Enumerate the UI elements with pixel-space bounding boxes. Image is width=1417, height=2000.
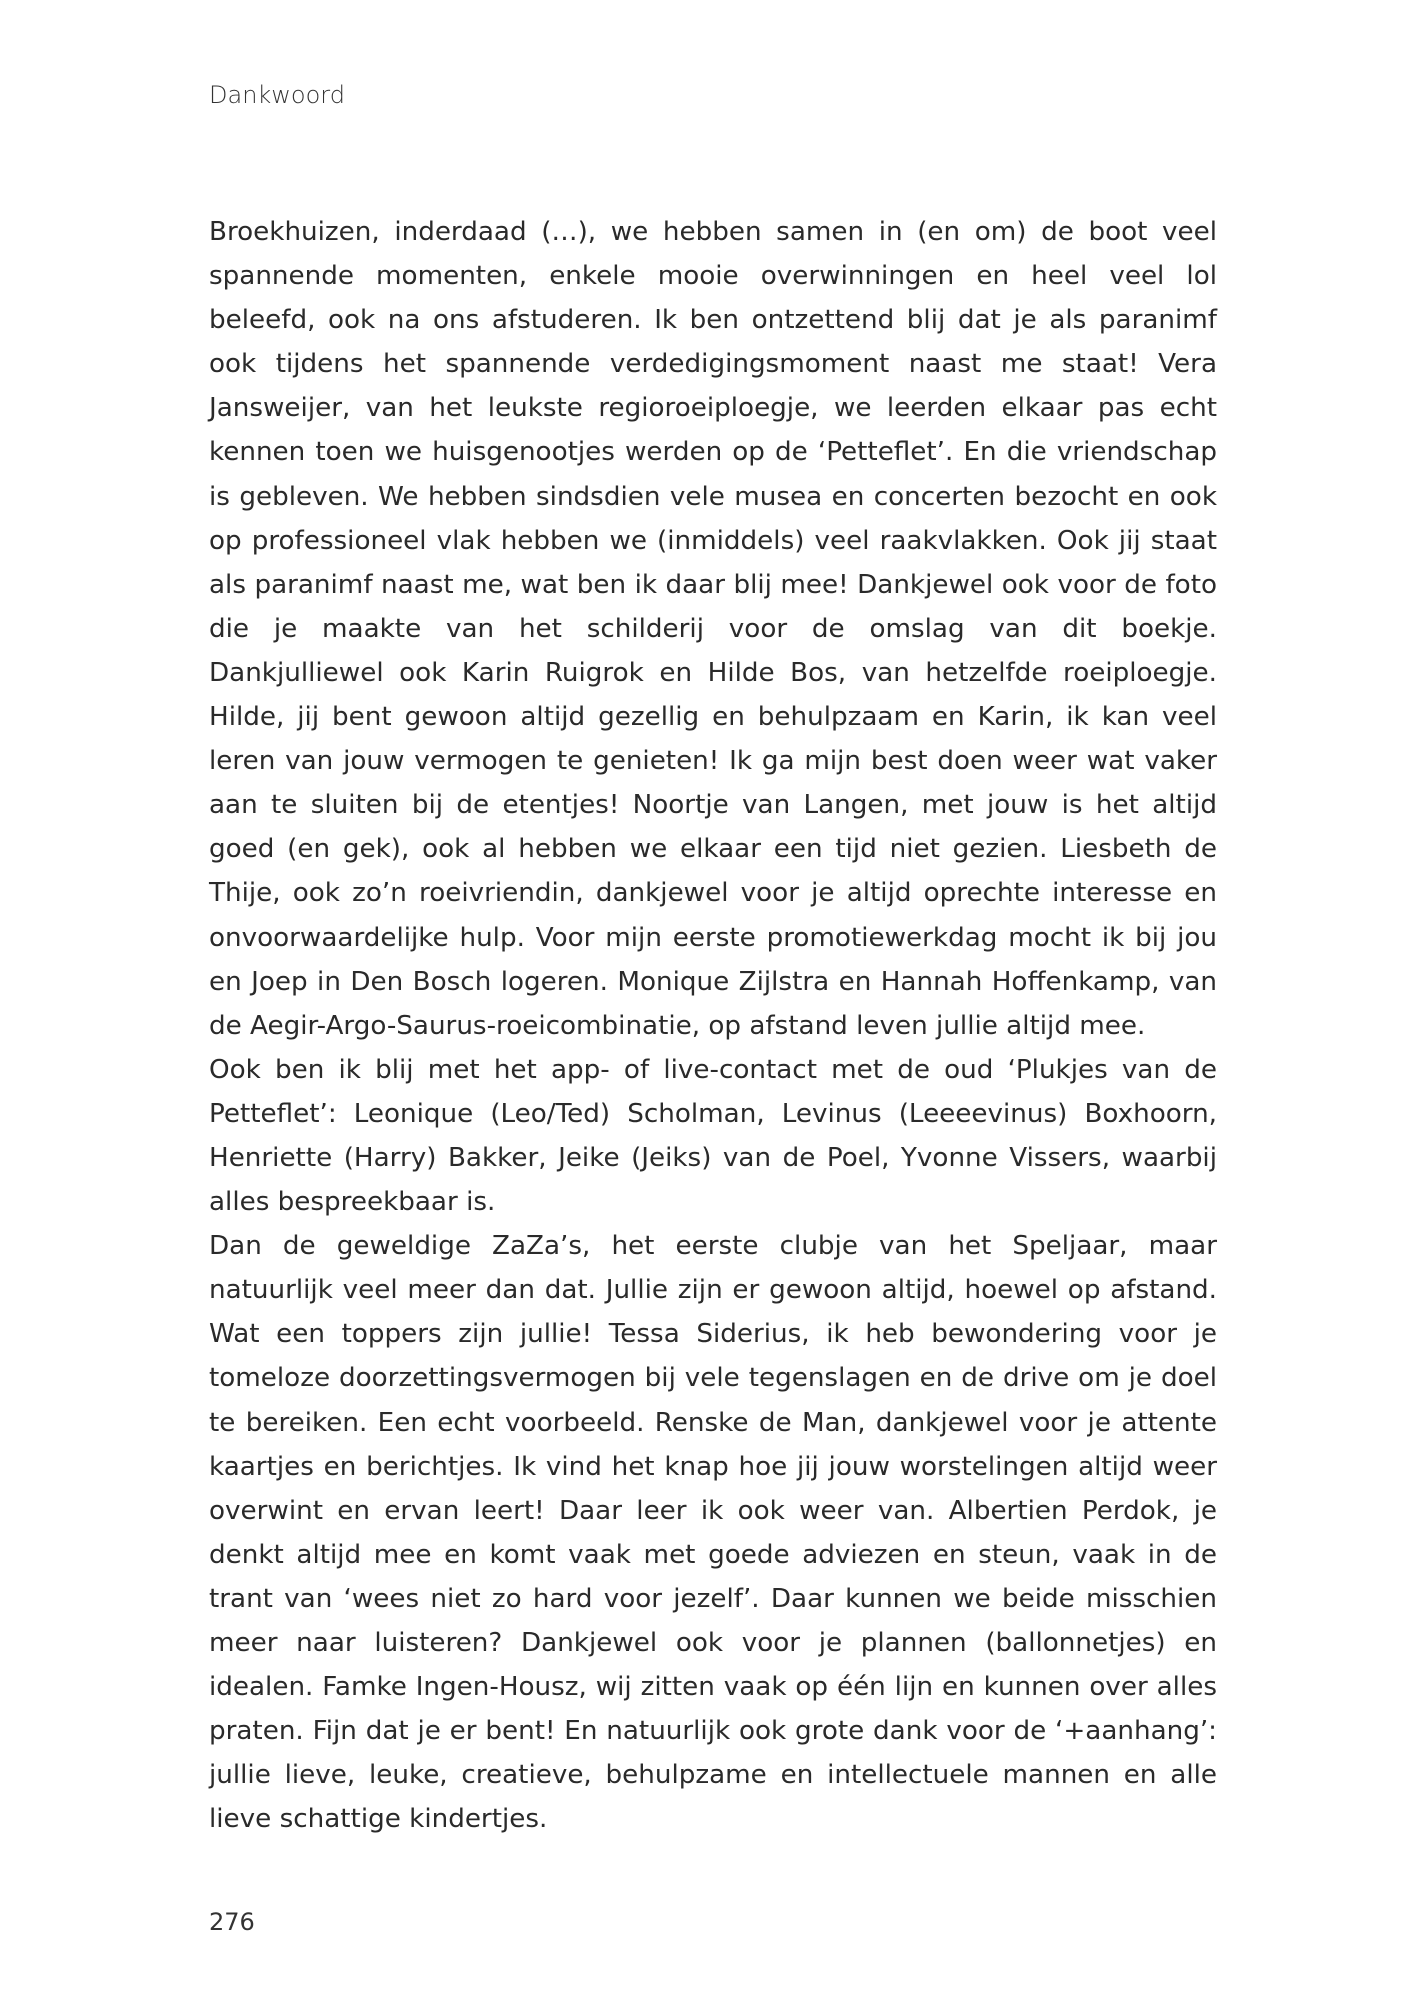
paragraph-2: Ook ben ik blij met het app- of live-contact met de oud ‘Plukjes van de Petteflet’: Leonique (Leo/Ted) Scholman, Levinus (Leeeevinus) Boxhoorn, Henriette (Harry) Bakker, Jeike (Jeiks) van de Poel, Yvonne Vissers, waarbij alles bespreekbaar is. <box>209 1054 1217 1218</box>
page-number: 276 <box>209 1908 255 1936</box>
paragraph-3: Dan de geweldige ZaZa’s, het eerste clubje van het Speljaar, maar natuurlijk veel meer dan dat. Jullie zijn er gewoon altijd, hoewel op afstand. Wat een toppers zijn jullie! Tessa Siderius, ik heb bewondering voor je tomeloze doorzettingsvermogen bij vele tegenslagen en de drive om je doel te bereiken. Een echt voorbeeld. Renske de Man, dankjewel voor je attente kaartjes en berichtjes. Ik vind het knap hoe jij jouw worstelingen altijd weer overwint en ervan leert! Daar leer ik ook weer van. Albertien Perdok, je denkt altijd mee en komt vaak met goede adviezen en steun, vaak in de trant van ‘wees niet zo hard voor jezelf’. Daar kunnen we beide misschien meer naar luisteren? Dankjewel ook voor je plannen (ballonnetjes) en idealen. Famke Ingen-Housz, wij zitten vaak op één lijn en kunnen over alles praten. Fijn dat je er bent! En natuurlijk ook grote dank voor de ‘+aanhang’: jullie lieve, leuke, creatieve, behulpzame en intellectuele mannen en alle lieve schattige kindertjes. <box>209 1231 1217 1835</box>
running-header: Dankwoord <box>209 81 345 109</box>
body-text <box>209 210 1217 1841</box>
paragraph-1: Broekhuizen, inderdaad (…), we hebben samen in (en om) de boot veel spannende momenten, enkele mooie overwinningen en heel veel lol beleefd, ook na ons afstuderen. Ik ben ontzettend blij dat je als paranimf ook tijdens het spannende verdedigingsmoment naast me staat! Vera Jansweijer, van het leukste regioroeiploegje, we leerden elkaar pas echt kennen toen we huisgenootjes werden op de ‘Petteflet’. En die vriendschap is gebleven. We hebben sindsdien vele musea en concerten bezocht en ook op professioneel vlak hebben we (inmiddels) veel raakvlakken. Ook jij staat als paranimf naast me, wat ben ik daar blij mee! Dankjewel ook voor de foto die je maakte van het schilderij voor de omslag van dit boekje. Dankjulliewel ook Karin Ruigrok en Hilde Bos, van hetzelfde roeiploegje. Hilde, jij bent gewoon altijd gezellig en behulpzaam en Karin, ik kan veel leren van jouw vermogen te genieten! Ik ga mijn best doen weer wat vaker aan te sluiten bij de etentjes! Noortje van Langen, met jouw is het altijd goed (en gek), ook al hebben we elkaar een tijd niet gezien. Liesbeth de Thije, ook zo’n roeivriendin, dankjewel voor je altijd oprechte interesse en onvoorwaardelijke hulp. Voor mijn eerste promotiewerkdag mocht ik bij jou en Joep in Den Bosch logeren. Monique Zijlstra en Hannah Hoffenkamp, van de Aegir-Argo-Saurus-roeicombinatie, op afstand leven jullie altijd mee. <box>209 217 1217 1041</box>
